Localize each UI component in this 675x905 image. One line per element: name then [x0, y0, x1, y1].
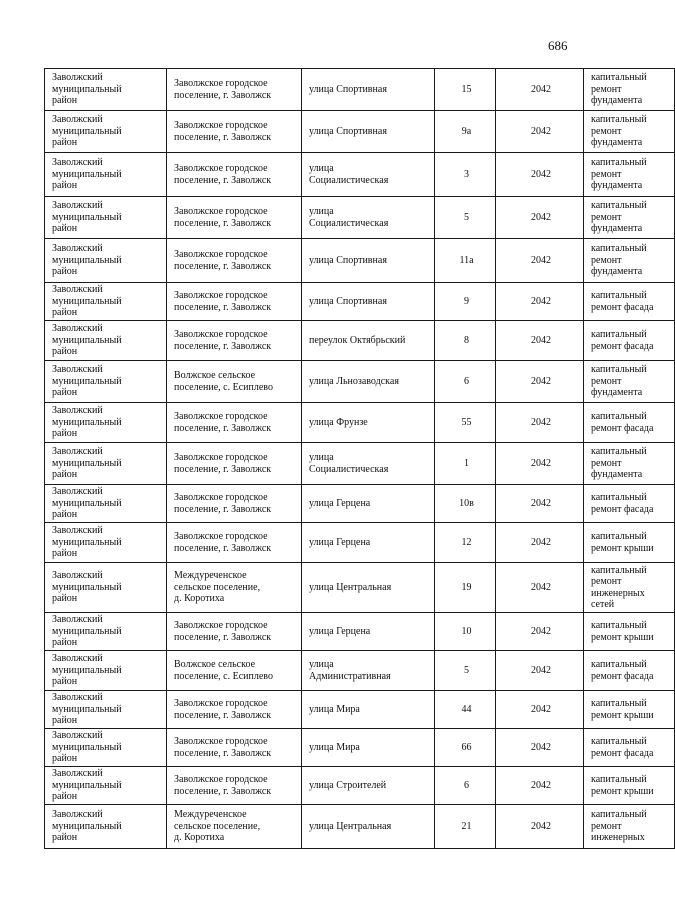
- house-number-cell: [435, 613, 496, 651]
- table-row: [45, 111, 675, 153]
- settlement-cell-text: Заволжское городское поселение, г. Заволжск: [174, 120, 272, 143]
- street-cell-text: улица Центральная: [309, 820, 392, 832]
- table-row: [45, 805, 675, 849]
- year-cell-text: 2042: [531, 83, 551, 95]
- district-cell-text: Заволжский муниципальный район: [52, 486, 122, 521]
- house-number-cell-text: 6: [464, 375, 469, 387]
- district-cell-text: Заволжский муниципальный район: [52, 114, 122, 149]
- year-cell-text: 2042: [531, 254, 551, 266]
- settlement-cell: [167, 197, 302, 239]
- year-cell: [496, 767, 584, 805]
- street-cell-text: улица Спортивная: [309, 295, 387, 307]
- year-cell: [496, 563, 584, 613]
- house-number-cell-text: 44: [461, 703, 472, 715]
- street-cell: [302, 651, 435, 691]
- year-cell: [496, 153, 584, 197]
- table-row: [45, 613, 675, 651]
- year-cell-text: 2042: [531, 741, 551, 753]
- settlement-cell: [167, 485, 302, 523]
- repair-type-cell-text: капитальный ремонт фундамента: [591, 243, 647, 278]
- house-number-cell-text: 6: [464, 779, 469, 791]
- year-cell-text: 2042: [531, 497, 551, 509]
- district-cell: [45, 69, 167, 111]
- settlement-cell-text: Заволжское городское поселение, г. Заволжск: [174, 78, 272, 101]
- table-row: [45, 283, 675, 321]
- settlement-cell-text: Заволжское городское поселение, г. Заволжск: [174, 698, 272, 721]
- settlement-cell-text: Заволжское городское поселение, г. Заволжск: [174, 206, 272, 229]
- district-cell: [45, 239, 167, 283]
- settlement-cell: [167, 321, 302, 361]
- table-row: [45, 563, 675, 613]
- street-cell: [302, 283, 435, 321]
- house-number-cell-text: 8: [464, 334, 469, 346]
- street-cell: [302, 691, 435, 729]
- year-cell-text: 2042: [531, 295, 551, 307]
- repair-type-cell-text: капитальный ремонт крыши: [591, 531, 654, 554]
- settlement-cell-text: Волжское сельское поселение, с. Есиплево: [174, 370, 273, 393]
- repair-type-cell-text: капитальный ремонт фасада: [591, 659, 654, 682]
- house-number-cell: [435, 111, 496, 153]
- repair-type-cell-text: капитальный ремонт фасада: [591, 736, 654, 759]
- house-number-cell: [435, 729, 496, 767]
- year-cell: [496, 69, 584, 111]
- house-number-cell: [435, 321, 496, 361]
- street-cell: [302, 321, 435, 361]
- district-cell-text: Заволжский муниципальный район: [52, 243, 122, 278]
- street-cell-text: улица Герцена: [309, 497, 371, 509]
- table-row: [45, 403, 675, 443]
- repair-type-cell-text: капитальный ремонт фасада: [591, 492, 654, 515]
- year-cell: [496, 321, 584, 361]
- street-cell-text: улица Строителей: [309, 779, 387, 791]
- page-number: 686: [548, 38, 568, 53]
- settlement-cell-text: Междуреченское сельское поселение, д. Коротиха: [174, 809, 261, 844]
- table-row: [45, 197, 675, 239]
- repair-type-cell-text: капитальный ремонт крыши: [591, 774, 654, 797]
- repair-type-cell: [584, 111, 675, 153]
- street-cell-text: улица Спортивная: [309, 83, 387, 95]
- table-row: [45, 767, 675, 805]
- settlement-cell-text: Междуреченское сельское поселение, д. Коротиха: [174, 570, 261, 605]
- repair-type-cell: [584, 729, 675, 767]
- year-cell: [496, 691, 584, 729]
- settlement-cell: [167, 443, 302, 485]
- settlement-cell-text: Заволжское городское поселение, г. Заволжск: [174, 492, 272, 515]
- year-cell-text: 2042: [531, 125, 551, 137]
- district-cell-text: Заволжский муниципальный район: [52, 284, 122, 319]
- repair-type-cell: [584, 523, 675, 563]
- district-cell-text: Заволжский муниципальный район: [52, 405, 122, 440]
- table-row: [45, 691, 675, 729]
- table-row: [45, 485, 675, 523]
- street-cell-text: улица Спортивная: [309, 254, 387, 266]
- table-row: [45, 361, 675, 403]
- repair-type-cell: [584, 197, 675, 239]
- table-row: [45, 651, 675, 691]
- settlement-cell: [167, 651, 302, 691]
- settlement-cell: [167, 283, 302, 321]
- street-cell-text: улица Центральная: [309, 581, 392, 593]
- district-cell: [45, 651, 167, 691]
- table-row: [45, 443, 675, 485]
- district-cell-text: Заволжский муниципальный район: [52, 809, 122, 844]
- district-cell-text: Заволжский муниципальный район: [52, 200, 122, 235]
- house-number-cell: [435, 563, 496, 613]
- street-cell-text: улица Социалистическая: [309, 206, 389, 229]
- street-cell: [302, 613, 435, 651]
- settlement-cell-text: Заволжское городское поселение, г. Заволжск: [174, 452, 272, 475]
- district-cell-text: Заволжский муниципальный район: [52, 364, 122, 399]
- table-row: [45, 729, 675, 767]
- year-cell-text: 2042: [531, 536, 551, 548]
- repair-type-cell: [584, 153, 675, 197]
- district-cell-text: Заволжский муниципальный район: [52, 692, 122, 727]
- street-cell-text: переулок Октябрьский: [309, 334, 406, 346]
- street-cell: [302, 563, 435, 613]
- house-number-cell-text: 10в: [459, 497, 474, 509]
- street-cell: [302, 443, 435, 485]
- street-cell-text: улица Льнозаводская: [309, 375, 399, 387]
- house-number-cell-text: 10: [461, 625, 472, 637]
- settlement-cell-text: Заволжское городское поселение, г. Заволжск: [174, 736, 272, 759]
- street-cell-text: улица Герцена: [309, 625, 371, 637]
- repair-type-cell-text: капитальный ремонт инженерных: [591, 809, 647, 844]
- house-number-cell-text: 55: [461, 416, 472, 428]
- settlement-cell-text: Заволжское городское поселение, г. Заволжск: [174, 774, 272, 797]
- table-row: [45, 523, 675, 563]
- repair-type-cell: [584, 651, 675, 691]
- district-cell-text: Заволжский муниципальный район: [52, 72, 122, 107]
- house-number-cell: [435, 485, 496, 523]
- settlement-cell: [167, 613, 302, 651]
- repair-type-cell: [584, 283, 675, 321]
- repair-type-cell: [584, 69, 675, 111]
- house-number-cell: [435, 767, 496, 805]
- street-cell: [302, 767, 435, 805]
- repair-type-cell-text: капитальный ремонт крыши: [591, 698, 654, 721]
- street-cell-text: улица Социалистическая: [309, 163, 389, 186]
- repair-type-cell: [584, 563, 675, 613]
- district-cell: [45, 321, 167, 361]
- repair-type-cell-text: капитальный ремонт фасада: [591, 290, 654, 313]
- house-number-cell-text: 19: [461, 581, 472, 593]
- house-number-cell: [435, 651, 496, 691]
- repair-type-cell-text: капитальный ремонт фундамента: [591, 157, 647, 192]
- house-number-cell-text: 9а: [461, 125, 472, 137]
- house-number-cell: [435, 197, 496, 239]
- district-cell: [45, 153, 167, 197]
- street-cell: [302, 361, 435, 403]
- house-number-cell-text: 66: [461, 741, 472, 753]
- house-number-cell-text: 11а: [459, 254, 474, 266]
- settlement-cell-text: Заволжское городское поселение, г. Заволжск: [174, 329, 272, 352]
- district-cell: [45, 111, 167, 153]
- year-cell-text: 2042: [531, 457, 551, 469]
- house-number-cell: [435, 153, 496, 197]
- year-cell: [496, 651, 584, 691]
- repair-type-cell-text: капитальный ремонт фундамента: [591, 200, 647, 235]
- year-cell-text: 2042: [531, 168, 551, 180]
- year-cell: [496, 523, 584, 563]
- year-cell: [496, 239, 584, 283]
- house-number-cell: [435, 691, 496, 729]
- street-cell-text: улица Мира: [309, 741, 360, 753]
- settlement-cell-text: Заволжское городское поселение, г. Заволжск: [174, 411, 272, 434]
- repair-type-cell: [584, 321, 675, 361]
- year-cell: [496, 729, 584, 767]
- repair-type-cell-text: капитальный ремонт фасада: [591, 411, 654, 434]
- district-cell: [45, 613, 167, 651]
- year-cell-text: 2042: [531, 416, 551, 428]
- repair-schedule-table: [44, 68, 675, 849]
- settlement-cell: [167, 563, 302, 613]
- district-cell-text: Заволжский муниципальный район: [52, 653, 122, 688]
- repair-type-cell: [584, 767, 675, 805]
- repair-type-cell: [584, 361, 675, 403]
- house-number-cell: [435, 239, 496, 283]
- house-number-cell: [435, 69, 496, 111]
- street-cell: [302, 805, 435, 849]
- district-cell-text: Заволжский муниципальный район: [52, 446, 122, 481]
- year-cell-text: 2042: [531, 703, 551, 715]
- table-row: [45, 153, 675, 197]
- district-cell: [45, 767, 167, 805]
- settlement-cell-text: Заволжское городское поселение, г. Заволжск: [174, 290, 272, 313]
- house-number-cell: [435, 523, 496, 563]
- house-number-cell-text: 5: [464, 664, 469, 676]
- repair-type-cell: [584, 239, 675, 283]
- year-cell: [496, 361, 584, 403]
- settlement-cell-text: Заволжское городское поселение, г. Заволжск: [174, 531, 272, 554]
- repair-type-cell-text: капитальный ремонт фундамента: [591, 364, 647, 399]
- district-cell: [45, 485, 167, 523]
- settlement-cell-text: Заволжское городское поселение, г. Заволжск: [174, 249, 272, 272]
- repair-type-cell-text: капитальный ремонт фундамента: [591, 446, 647, 481]
- district-cell-text: Заволжский муниципальный район: [52, 157, 122, 192]
- repair-type-cell-text: капитальный ремонт инженерных сетей: [591, 564, 647, 610]
- district-cell-text: Заволжский муниципальный район: [52, 614, 122, 649]
- street-cell: [302, 197, 435, 239]
- house-number-cell: [435, 443, 496, 485]
- year-cell: [496, 403, 584, 443]
- street-cell: [302, 729, 435, 767]
- year-cell-text: 2042: [531, 664, 551, 676]
- repair-type-cell: [584, 443, 675, 485]
- repair-type-cell: [584, 691, 675, 729]
- table-row: [45, 321, 675, 361]
- repair-type-cell: [584, 613, 675, 651]
- street-cell: [302, 111, 435, 153]
- district-cell-text: Заволжский муниципальный район: [52, 525, 122, 560]
- settlement-cell-text: Волжское сельское поселение, с. Есиплево: [174, 659, 273, 682]
- street-cell: [302, 69, 435, 111]
- repair-type-cell: [584, 805, 675, 849]
- house-number-cell: [435, 283, 496, 321]
- house-number-cell-text: 12: [461, 536, 472, 548]
- year-cell-text: 2042: [531, 581, 551, 593]
- settlement-cell: [167, 805, 302, 849]
- settlement-cell: [167, 691, 302, 729]
- year-cell: [496, 197, 584, 239]
- district-cell: [45, 691, 167, 729]
- street-cell: [302, 485, 435, 523]
- settlement-cell-text: Заволжское городское поселение, г. Заволжск: [174, 163, 272, 186]
- repair-type-cell-text: капитальный ремонт фундамента: [591, 114, 647, 149]
- settlement-cell: [167, 361, 302, 403]
- district-cell: [45, 805, 167, 849]
- district-cell-text: Заволжский муниципальный район: [52, 768, 122, 803]
- house-number-cell: [435, 805, 496, 849]
- settlement-cell: [167, 729, 302, 767]
- street-cell: [302, 403, 435, 443]
- district-cell: [45, 283, 167, 321]
- settlement-cell: [167, 767, 302, 805]
- year-cell: [496, 111, 584, 153]
- house-number-cell-text: 5: [464, 211, 469, 223]
- year-cell-text: 2042: [531, 375, 551, 387]
- house-number-cell-text: 3: [464, 168, 469, 180]
- year-cell: [496, 805, 584, 849]
- district-cell: [45, 563, 167, 613]
- settlement-cell: [167, 403, 302, 443]
- settlement-cell: [167, 69, 302, 111]
- district-cell: [45, 443, 167, 485]
- settlement-cell: [167, 523, 302, 563]
- year-cell-text: 2042: [531, 334, 551, 346]
- table-body: [45, 69, 675, 849]
- year-cell-text: 2042: [531, 211, 551, 223]
- street-cell-text: улица Социалистическая: [309, 452, 389, 475]
- year-cell: [496, 283, 584, 321]
- year-cell: [496, 613, 584, 651]
- district-cell-text: Заволжский муниципальный район: [52, 570, 122, 605]
- settlement-cell-text: Заволжское городское поселение, г. Заволжск: [174, 620, 272, 643]
- year-cell-text: 2042: [531, 625, 551, 637]
- district-cell: [45, 729, 167, 767]
- repair-type-cell-text: капитальный ремонт фасада: [591, 329, 654, 352]
- street-cell: [302, 153, 435, 197]
- street-cell-text: улица Административная: [309, 659, 391, 682]
- settlement-cell: [167, 153, 302, 197]
- street-cell: [302, 239, 435, 283]
- settlement-cell: [167, 111, 302, 153]
- district-cell-text: Заволжский муниципальный район: [52, 730, 122, 765]
- year-cell-text: 2042: [531, 820, 551, 832]
- district-cell: [45, 361, 167, 403]
- street-cell-text: улица Фрунзе: [309, 416, 368, 428]
- year-cell: [496, 485, 584, 523]
- house-number-cell: [435, 403, 496, 443]
- repair-type-cell: [584, 403, 675, 443]
- table-row: [45, 69, 675, 111]
- street-cell: [302, 523, 435, 563]
- house-number-cell-text: 21: [461, 820, 472, 832]
- district-cell: [45, 523, 167, 563]
- street-cell-text: улица Герцена: [309, 536, 371, 548]
- house-number-cell-text: 1: [464, 457, 469, 469]
- district-cell: [45, 197, 167, 239]
- district-cell-text: Заволжский муниципальный район: [52, 323, 122, 358]
- year-cell: [496, 443, 584, 485]
- district-cell: [45, 403, 167, 443]
- repair-type-cell-text: капитальный ремонт крыши: [591, 620, 654, 643]
- year-cell-text: 2042: [531, 779, 551, 791]
- repair-type-cell: [584, 485, 675, 523]
- house-number-cell: [435, 361, 496, 403]
- street-cell-text: улица Мира: [309, 703, 360, 715]
- house-number-cell-text: 15: [461, 83, 472, 95]
- street-cell-text: улица Спортивная: [309, 125, 387, 137]
- table-row: [45, 239, 675, 283]
- repair-type-cell-text: капитальный ремонт фундамента: [591, 72, 647, 107]
- house-number-cell-text: 9: [464, 295, 469, 307]
- settlement-cell: [167, 239, 302, 283]
